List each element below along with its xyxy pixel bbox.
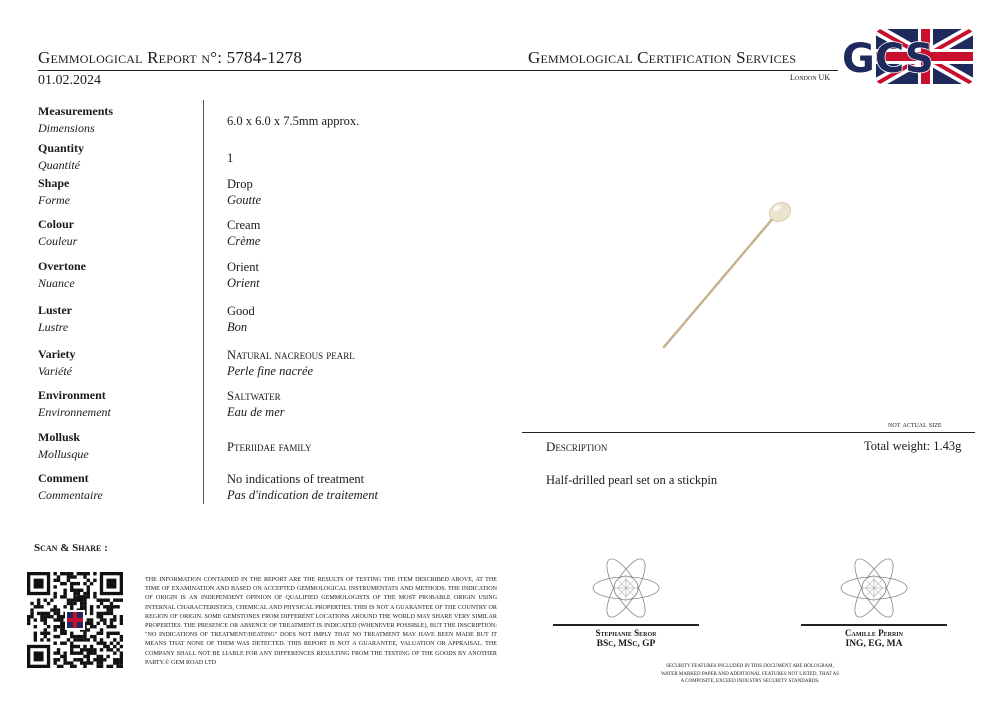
field-value: 6.0 x 6.0 x 7.5mm approx. <box>227 114 360 128</box>
report-date: 01.02.2024 <box>38 73 101 88</box>
field-label: Colour <box>38 217 74 231</box>
atom-diamond-emblem <box>590 552 662 624</box>
field-label: Mollusk <box>38 430 81 444</box>
signatory-name: Camille Perrin <box>845 628 903 638</box>
field-value: Cream <box>227 218 261 232</box>
fields-divider <box>203 100 204 504</box>
field-label: Environment <box>38 388 106 402</box>
field-label: Luster <box>38 303 72 317</box>
description-divider <box>522 432 975 433</box>
field-value: 1 <box>227 151 234 165</box>
field-value: Orient <box>227 260 259 274</box>
field-value: Saltwater <box>227 389 281 403</box>
field-label: Quantity <box>38 141 85 155</box>
signatory-credentials: ING, EG, MA <box>845 639 903 649</box>
field-value-fr: Crème <box>227 234 261 248</box>
company-location: London UK <box>790 73 831 82</box>
signatory-name: Stephanie Seror <box>595 628 657 638</box>
field-value: Good <box>227 304 255 318</box>
field-label-fr: Nuance <box>38 276 75 290</box>
field-value: Pteriidae family <box>227 440 312 454</box>
field-label: Shape <box>38 176 70 190</box>
company-name: Gemmological Certification Services <box>528 48 797 67</box>
description-title: Description <box>546 439 608 454</box>
header-divider <box>38 70 838 71</box>
field-label-fr: Lustre <box>38 320 69 334</box>
field-value-fr: Perle fine nacrée <box>227 364 314 378</box>
field-value: Drop <box>227 177 253 191</box>
disclaimer-text: THE INFORMATION CONTAINED IN THE REPORT ARE THE RESULTS OF TESTING THE ITEM DESCRIBED ABOVE, AT THE TIME OF EXAMINATION AND BASED ON ACCEPTED GEMMOLOGICAL INSTRUMENTATS AND METHODS. THE INDICATION OF ORIGIN IS AN INDEPENDENT OPINION OF QUALIFIED GEMMOLOGISTS OF THE MOST PROBABLE ORIGIN USING INTERNAL CHARACTERISTICS, CHEMICAL AND PHYSICAL PROPERTIES. THIS IS NOT A GUARANTEE OF THE COUNTRY OR REGION OF ORIGIN. SOME GEMSTONES FROM DIFFERENT LOCATIONS AROUND THE WORLD MAY SHARE VERY SIMILAR PROPERTIES. THE PRESENCE OR ABSENCE OF TREATMENT IS INDICATED (WHENEVER POSSIBLE), BUT THE INSCRIPTION: "NO INDICATIONS OF TREATMENT/HEATING" DOES NOT IMPLY THAT NO TREATMENT MAY HAVE BEEN MADE BUT IT MEANS THAT NONE OF THEM WAS DETECTED. THIS REPORT IS NOT A GUARANTEE, VALUATION OR APPRAISAL. THE COMPANY SHALL NOT BE LIABLE FOR ANY DIFFERENCES RESULTING FROM THE TESTING OF THE GOODS BY ANOTHER PARTY.© GEM ROAD LTD <box>145 577 497 666</box>
field-label-fr: Environnement <box>38 405 111 419</box>
atom-diamond-emblem <box>838 552 910 624</box>
field-label: Variety <box>38 347 76 361</box>
qr-code-image <box>27 572 123 668</box>
signature-line <box>553 624 699 626</box>
report-title: Gemmological Report n°: 5784-1278 <box>38 48 303 67</box>
field-value-fr: Bon <box>227 320 248 334</box>
field-label-fr: Dimensions <box>38 121 95 135</box>
qr-code[interactable] <box>27 572 123 668</box>
field-label: Comment <box>38 471 89 485</box>
field-value-fr: Eau de mer <box>227 405 285 419</box>
description-text: Half-drilled pearl set on a stickpin <box>546 473 718 487</box>
field-label-fr: Forme <box>38 193 70 207</box>
field-label-fr: Quantité <box>38 158 80 172</box>
total-weight: Total weight: 1.43g <box>864 439 962 453</box>
signature-line <box>801 624 947 626</box>
field-label-fr: Commentaire <box>38 488 103 502</box>
field-value-fr: Goutte <box>227 193 262 207</box>
field-value-fr: Pas d'indication de traitement <box>227 488 378 502</box>
field-label: Overtone <box>38 259 86 273</box>
gcs-flag-logo <box>840 28 974 85</box>
field-label: Measurements <box>38 104 114 118</box>
not-actual-size-note: not actual size <box>888 419 942 429</box>
logo-text: GCS <box>842 36 934 82</box>
field-label-fr: Couleur <box>38 234 78 248</box>
field-value-fr: Orient <box>227 276 260 290</box>
scan-share-label: Scan & Share : <box>34 542 108 554</box>
signatory-credentials: BSc, MSc, GP <box>596 639 656 649</box>
pearl-stickpin-image <box>640 195 800 360</box>
field-label-fr: Variété <box>38 364 72 378</box>
field-value: Natural nacreous pearl <box>227 348 355 362</box>
field-label-fr: Mollusque <box>38 447 89 461</box>
field-value: No indications of treatment <box>227 472 365 486</box>
security-note: SECURITY FEATURES INCLUDED IN THIS DOCUMENT ARE HOLOGRAM, WATER MARKED PAPER AND ADDITIONAL FEATURES NOT LISTED, THAT AS A COMPOSITE, EXCEED INDUSTRY SECURITY STANDARDS. <box>661 664 839 684</box>
